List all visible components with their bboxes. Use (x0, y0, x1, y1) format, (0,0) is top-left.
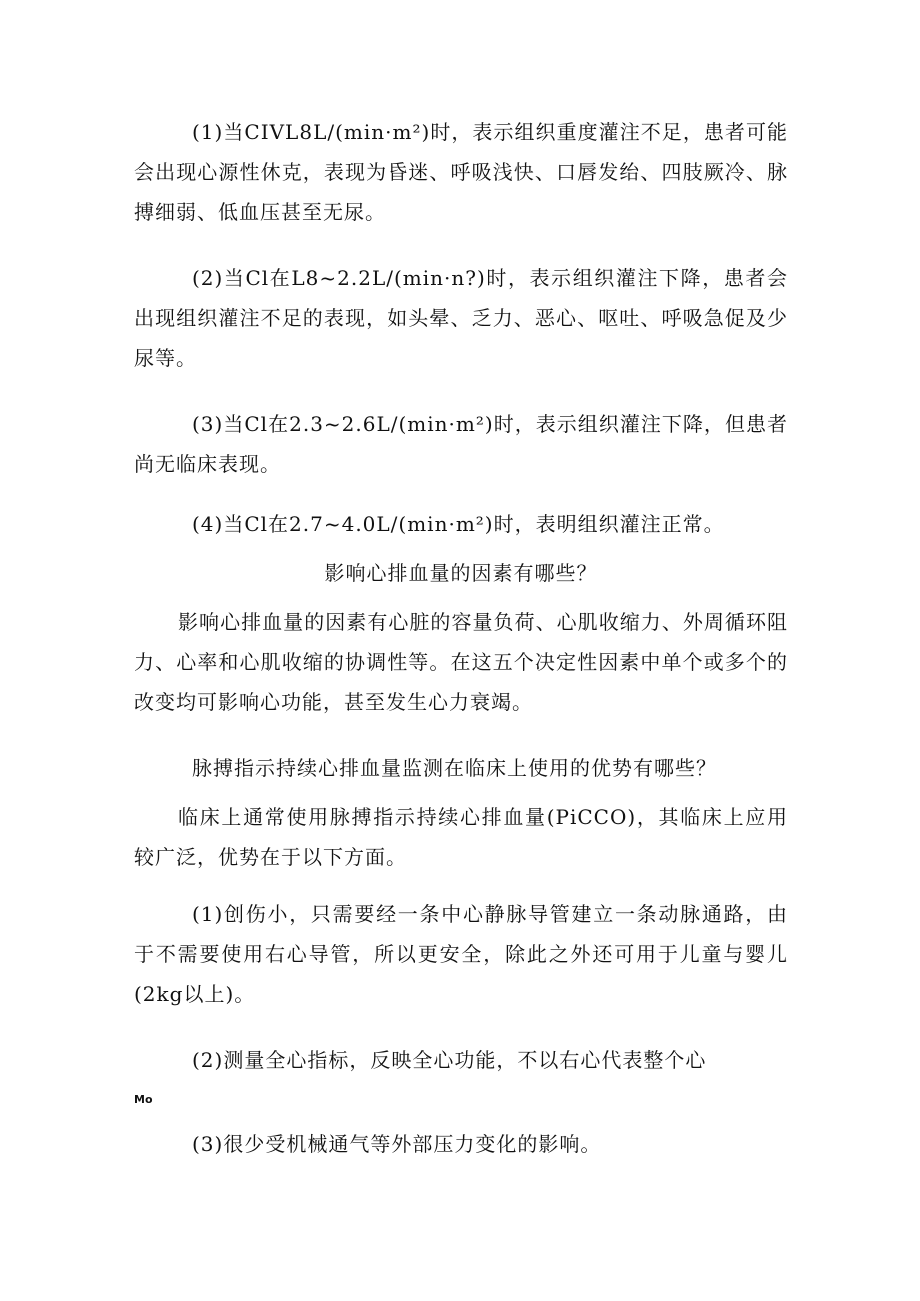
paragraph-picco-intro: 临床上通常使用脉搏指示持续心排血量(PiCCO)，其临床上应用较广泛，优势在于以下方面。 (134, 805, 788, 869)
paragraph-advantage-2: (2)测量全心指标，反映全心功能，不以右心代表整个心 (192, 1048, 707, 1072)
section-heading-picco: 脉搏指示持续心排血量监测在临床上使用的优势有哪些？ (192, 756, 717, 780)
paragraph-ci-mild: (3)当Cl在2.3~2.6L/(min·m²)时，表示组织灌注下降，但患者尚无临床表现。 (134, 412, 788, 476)
stray-text-fragment: Mo (134, 1093, 153, 1106)
paragraph-advantage-1: (1)创伤小，只需要经一条中心静脉导管建立一条动脉通路，由于不需要使用右心导管，所以更安全，除此之外还可用于儿童与婴儿(2kg以上)。 (134, 902, 788, 1006)
paragraph-advantage-3: (3)很少受机械通气等外部压力变化的影响。 (192, 1132, 602, 1156)
paragraph-factors: 影响心排血量的因素有心脏的容量负荷、心肌收缩力、外周循环阻力、心率和心肌收缩的协调性等。在这五个决定性因素中单个或多个的改变均可影响心功能，甚至发生心力衰竭。 (134, 610, 788, 714)
section-heading-factors: 影响心排血量的因素有哪些？ (324, 561, 598, 585)
paragraph-ci-low: (2)当Cl在L8~2.2L/(min·n?)时，表示组织灌注下降，患者会出现组织灌注不足的表现，如头晕、乏力、恶心、呕吐、呼吸急促及少尿等。 (134, 266, 788, 370)
paragraph-ci-normal: (4)当Cl在2.7~4.0L/(min·m²)时，表明组织灌注正常。 (192, 512, 725, 536)
paragraph-ci-severe: (1)当CIVL8L/(min·m²)时，表示组织重度灌注不足，患者可能会出现心源性休克，表现为昏迷、呼吸浅快、口唇发绐、四肢厥冷、脉搏细弱、低血压甚至无尿。 (134, 120, 788, 224)
